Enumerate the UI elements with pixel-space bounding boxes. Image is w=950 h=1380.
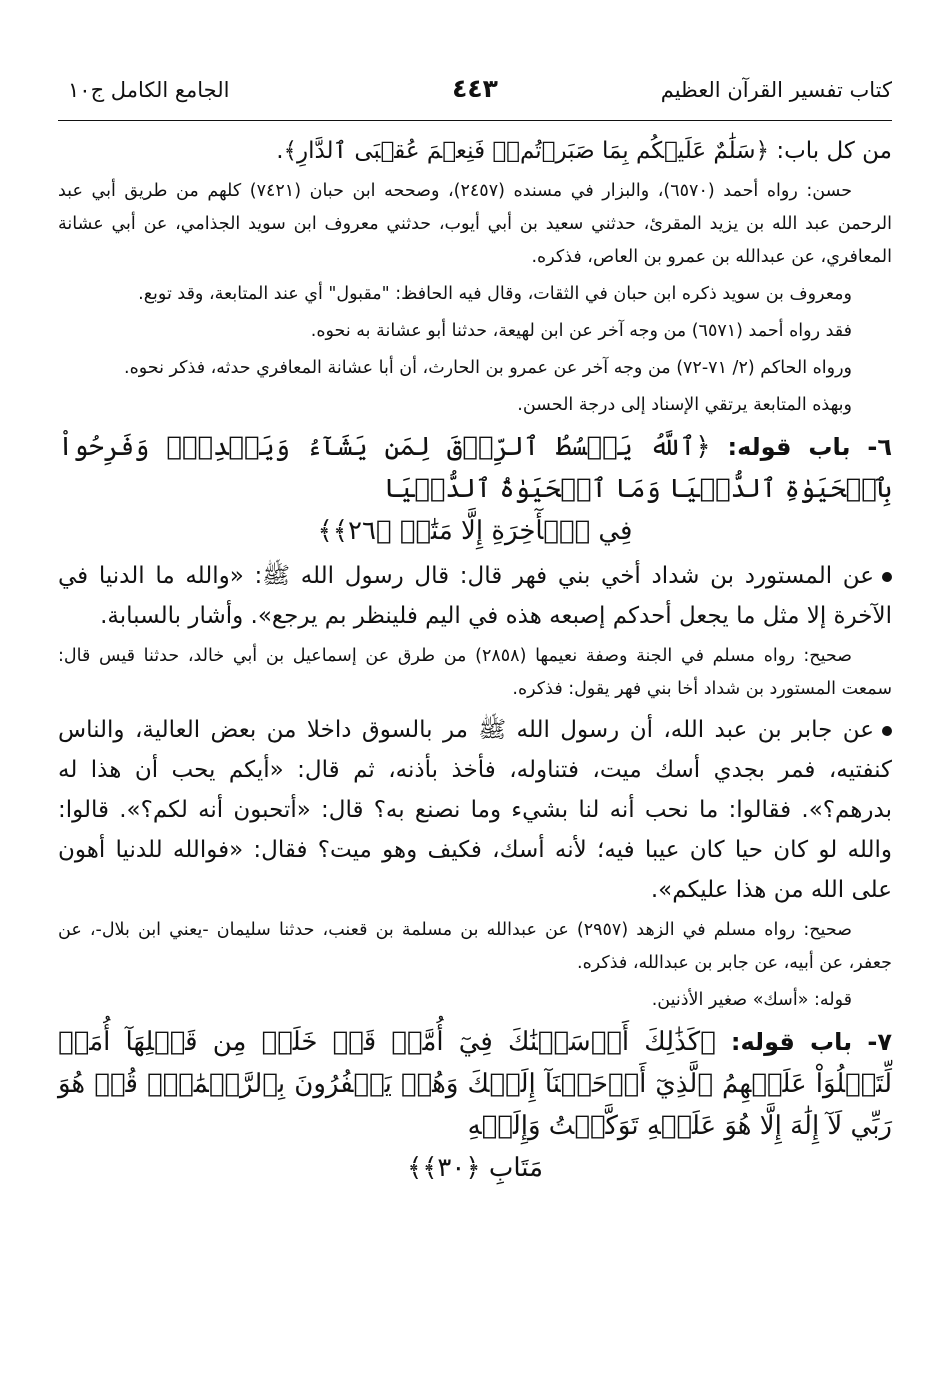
- hadith-grading-1: صحيح: رواه مسلم في الجنة وصفة نعيمها (٢٨٥٨) من طرق عن إسماعيل بن أبي خالد، حدثنا قيس قال: سمعت المستورد بن شداد أخا بني فهر يقول: فذكره.: [58, 646, 892, 699]
- hadith-body: عن المستورد بن شداد أخي بني فهر قال: قال رسول الله ﷺ: «والله ما الدنيا في الآخرة إلا مثل ما يجعل أحدكم إصبعه هذه في اليم فلينظر بم يرجع». وأشار بالسبابة.: [58, 563, 892, 629]
- chapter-verse: ﴿كَذَٰلِكَ أَرۡسَلۡنَٰكَ فِيٓ أُمَّةٖ قَدۡ خَلَتۡ مِن قَبۡلِهَآ أُمَمٞ لِّتَتۡلُوَاْ عَلَيۡهِمُ ٱلَّذِيٓ أَوۡحَيۡنَآ إِلَيۡكَ وَهُمۡ يَكۡفُرُونَ بِٱلرَّحۡمَٰنِۚ قُلۡ هُوَ رَبِّي لَآ إِلَٰهَ إِلَّا هُوَ عَلَيۡهِ تَوَكَّلۡتُ وَإِلَيۡهِ: [58, 1027, 892, 1141]
- hadith-text-1: [58, 556, 892, 636]
- chapter-heading-6: [58, 426, 892, 552]
- bullet-icon: [882, 726, 892, 736]
- bullet-icon: [882, 572, 892, 582]
- hadith-grading-2: صحيح: رواه مسلم في الزهد (٢٩٥٧) عن عبدالله بن مسلمة بن قعنب، حدثنا سليمان -يعني ابن بلال-، عن جعفر، عن أبيه، عن جابر بن عبدالله، فذكره.: [58, 920, 892, 973]
- conclusion-note: وبهذه المتابعة يرتقي الإسناد إلى درجة الحسن.: [517, 395, 852, 415]
- running-header: [58, 58, 892, 116]
- corroboration-1: فقد رواه أحمد (٦٥٧١) من وجه آخر عن ابن لهيعة، حدثنا أبو عشانة به نحوه.: [310, 321, 852, 341]
- hadith-grading: حسن: رواه أحمد (٦٥٧٠)، والبزار في مسنده (٢٤٥٧)، وصححه ابن حبان (٧٤٢١) كلهم من طريق أبي عبد الرحمن عبد الله بن يزيد المقرئ، حدثني سعيد بن أبي أيوب، حدثني معروف ابن سويد الجذامي، عن أبي عشانة المعافري، عن عبدالله بن عمرو بن العاص، فذكره.: [58, 181, 892, 267]
- chapter-verse-end: مَتَابِ ﴿٣٠﴾﴾: [406, 1153, 544, 1183]
- word-gloss: قوله: «أسك» صغير الأذنين.: [651, 990, 852, 1010]
- chapter-label: ٧- باب قوله:: [730, 1028, 892, 1056]
- book-title: كتاب تفسير القرآن العظيم: [660, 78, 892, 102]
- corroboration-2: ورواه الحاكم (٢/ ٧١-٧٢) من وجه آخر عن عمرو بن الحارث، أن أبا عشانة المعافري حدثه، فذكر نحوه.: [124, 358, 852, 378]
- chapter-verse-end: فِي ٱلۡأٓخِرَةِ إِلَّا مَتَٰعٞ ﴿٢٦﴾﴾: [317, 516, 633, 546]
- chapter-label: ٦- باب قوله:: [727, 433, 892, 461]
- hadith-text-2: [58, 710, 892, 910]
- narrator-note: ومعروف بن سويد ذكره ابن حبان في الثقات، وقال فيه الحافظ: "مقبول" أي عند المتابعة، وقد توبع.: [138, 284, 852, 304]
- hadith-body: عن جابر بن عبد الله، أن رسول الله ﷺ مر بالسوق داخلا من بعض العالية، والناس كنفتيه، فمر بجدي أسك ميت، فتناوله، فأخذ بأذنه، ثم قال: «أيكم يحب أن هذا له بدرهم؟». فقالوا: ما نحب أنه لنا بشيء وما نصنع به؟ قال: «أتحبون أنه لكم؟». قالوا: والله لو كان حيا كان عيبا فيه؛ لأنه أسك، فكيف وهو ميت؟ فقال: «فوالله للدنيا أهون على الله من هذا عليكم».: [58, 717, 892, 903]
- volume-label: الجامع الكامل ج١٠: [68, 78, 230, 102]
- header-rule: [58, 120, 892, 121]
- chapter-heading-7: [58, 1021, 892, 1189]
- page-body: [58, 131, 892, 1189]
- chapter-verse: ﴿ٱللَّهُ يَبۡسُطُ ٱلرِّزۡقَ لِمَن يَشَآءُ وَيَقۡدِرُۚ وَفَرِحُواْ بِٱلۡحَيَوٰةِ ٱلدُّنۡيَا وَمَا ٱلۡحَيَوٰةُ ٱلدُّنۡيَا: [58, 432, 892, 504]
- verse-line: من كل باب: ﴿سَلَٰمٌ عَلَيۡكُم بِمَا صَبَرۡتُمۡۚ فَنِعۡمَ عُقۡبَى ٱلدَّارِ﴾.: [276, 138, 892, 164]
- page-number: ٤٤٣: [452, 74, 498, 103]
